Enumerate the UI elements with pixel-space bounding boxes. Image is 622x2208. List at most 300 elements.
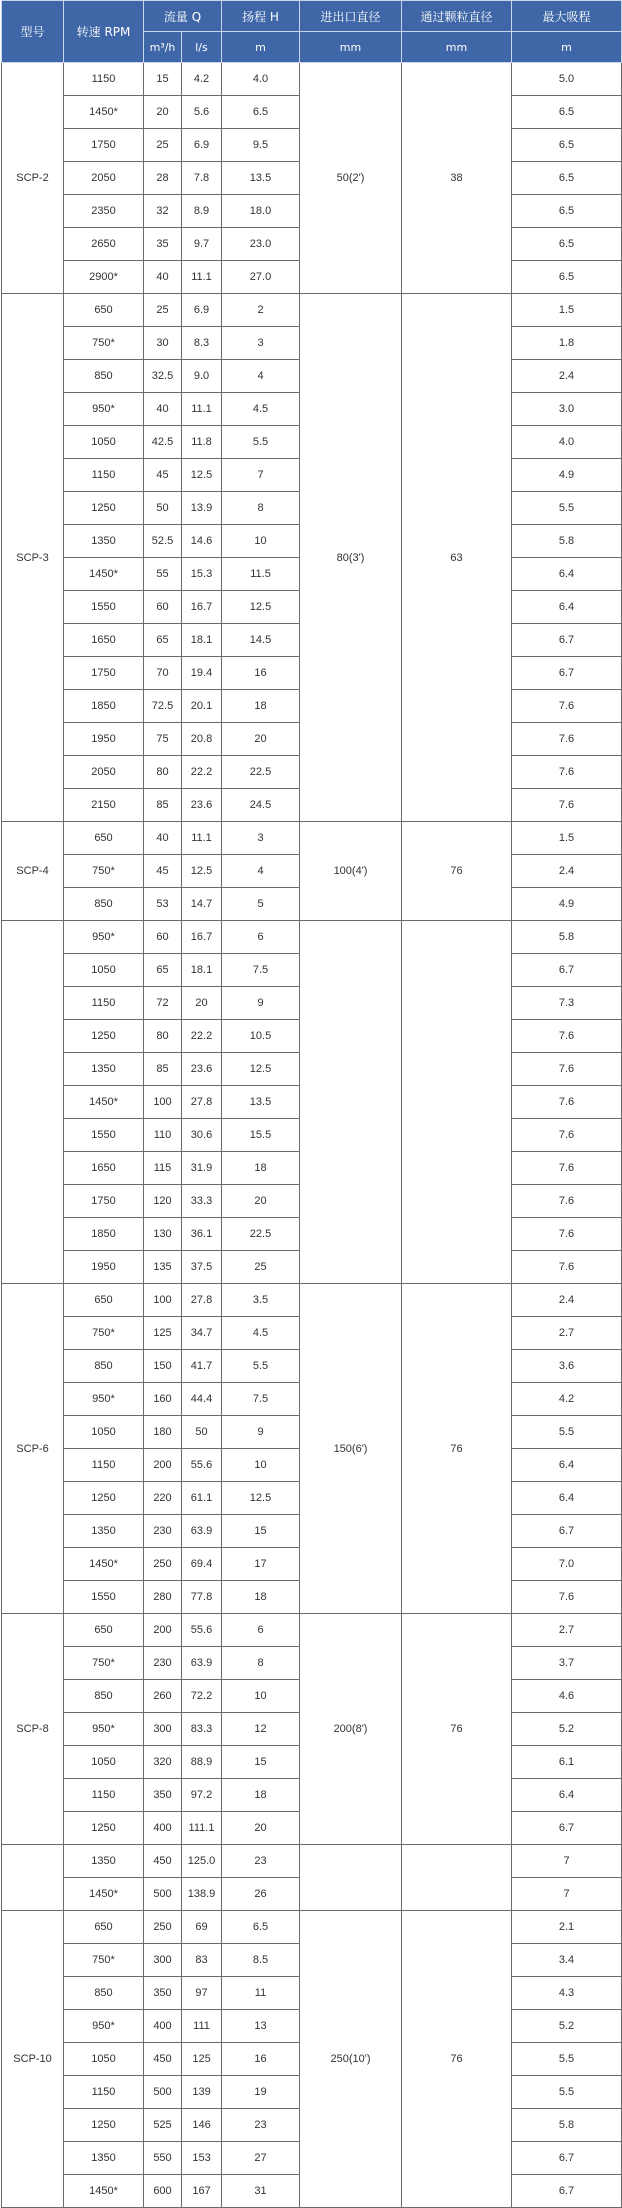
head-cell: 11 [222,1977,300,2010]
flow-ls-cell: 8.3 [182,327,222,360]
flow-m3h-cell: 65 [144,954,182,987]
flow-ls-cell: 14.7 [182,888,222,921]
model-cell [2,921,64,1284]
suction-cell: 5.8 [512,921,622,954]
flow-m3h-cell: 25 [144,129,182,162]
suction-cell: 7.6 [512,1251,622,1284]
inlet-diameter-cell: 250(10') [300,1911,402,2208]
rpm-cell: 950* [64,1713,144,1746]
flow-ls-cell: 77.8 [182,1581,222,1614]
head-cell: 20 [222,723,300,756]
flow-m3h-cell: 600 [144,2175,182,2208]
head-cell: 6 [222,1614,300,1647]
flow-ls-cell: 22.2 [182,1020,222,1053]
flow-m3h-cell: 72 [144,987,182,1020]
head-cell: 8.5 [222,1944,300,1977]
suction-cell: 7.6 [512,1185,622,1218]
flow-ls-cell: 125 [182,2043,222,2076]
rpm-cell: 1450* [64,96,144,129]
suction-cell: 2.7 [512,1317,622,1350]
rpm-cell: 1150 [64,63,144,96]
head-cell: 12.5 [222,1053,300,1086]
rpm-cell: 1450* [64,2175,144,2208]
flow-m3h-cell: 180 [144,1416,182,1449]
head-cell: 22.5 [222,1218,300,1251]
flow-ls-cell: 16.7 [182,591,222,624]
flow-m3h-cell: 32.5 [144,360,182,393]
flow-ls-cell: 15.3 [182,558,222,591]
head-cell: 14.5 [222,624,300,657]
flow-m3h-cell: 320 [144,1746,182,1779]
model-cell [2,1845,64,1911]
flow-ls-cell: 69 [182,1911,222,1944]
table-row [2,1284,622,1317]
unit-flow-ls: l/s [182,32,222,63]
head-cell: 19 [222,2076,300,2109]
suction-cell: 3.4 [512,1944,622,1977]
flow-ls-cell: 36.1 [182,1218,222,1251]
header-particle: 通过颗粒直径 [402,1,512,32]
head-cell: 13.5 [222,1086,300,1119]
flow-m3h-cell: 300 [144,1713,182,1746]
head-cell: 12.5 [222,591,300,624]
inlet-diameter-cell: 50(2') [300,63,402,294]
rpm-cell: 1650 [64,624,144,657]
flow-ls-cell: 27.8 [182,1086,222,1119]
suction-cell: 6.7 [512,624,622,657]
rpm-cell: 650 [64,1614,144,1647]
table-row [2,63,622,96]
head-cell: 20 [222,1812,300,1845]
flow-ls-cell: 61.1 [182,1482,222,1515]
suction-cell: 5.2 [512,1713,622,1746]
model-cell: SCP-4 [2,822,64,921]
flow-ls-cell: 72.2 [182,1680,222,1713]
suction-cell: 6.5 [512,96,622,129]
flow-m3h-cell: 35 [144,228,182,261]
flow-m3h-cell: 230 [144,1647,182,1680]
rpm-cell: 1150 [64,2076,144,2109]
flow-ls-cell: 11.1 [182,393,222,426]
rpm-cell: 1950 [64,723,144,756]
head-cell: 4 [222,855,300,888]
head-cell: 6.5 [222,96,300,129]
flow-m3h-cell: 250 [144,1911,182,1944]
rpm-cell: 750* [64,855,144,888]
suction-cell: 5.8 [512,2109,622,2142]
flow-m3h-cell: 60 [144,921,182,954]
flow-m3h-cell: 350 [144,1977,182,2010]
rpm-cell: 1250 [64,1812,144,1845]
suction-cell: 6.7 [512,1812,622,1845]
flow-ls-cell: 18.1 [182,624,222,657]
suction-cell: 6.5 [512,261,622,294]
rpm-cell: 1050 [64,954,144,987]
flow-m3h-cell: 550 [144,2142,182,2175]
suction-cell: 7.0 [512,1548,622,1581]
suction-cell: 7 [512,1878,622,1911]
flow-ls-cell: 11.1 [182,822,222,855]
rpm-cell: 1350 [64,1845,144,1878]
suction-cell: 7.6 [512,1581,622,1614]
flow-ls-cell: 23.6 [182,789,222,822]
suction-cell: 7.6 [512,723,622,756]
rpm-cell: 1650 [64,1152,144,1185]
inlet-diameter-cell: 150(6') [300,1284,402,1614]
head-cell: 2 [222,294,300,327]
rpm-cell: 950* [64,921,144,954]
flow-ls-cell: 146 [182,2109,222,2142]
rpm-cell: 1750 [64,657,144,690]
flow-m3h-cell: 200 [144,1449,182,1482]
head-cell: 16 [222,2043,300,2076]
flow-ls-cell: 153 [182,2142,222,2175]
rpm-cell: 1750 [64,1185,144,1218]
flow-m3h-cell: 53 [144,888,182,921]
suction-cell: 7.6 [512,789,622,822]
suction-cell: 2.7 [512,1614,622,1647]
flow-m3h-cell: 20 [144,96,182,129]
rpm-cell: 750* [64,1317,144,1350]
head-cell: 9.5 [222,129,300,162]
head-cell: 7 [222,459,300,492]
flow-m3h-cell: 300 [144,1944,182,1977]
rpm-cell: 1950 [64,1251,144,1284]
rpm-cell: 1850 [64,690,144,723]
head-cell: 15 [222,1746,300,1779]
flow-ls-cell: 23.6 [182,1053,222,1086]
flow-ls-cell: 139 [182,2076,222,2109]
flow-ls-cell: 12.5 [182,459,222,492]
flow-m3h-cell: 45 [144,459,182,492]
rpm-cell: 1250 [64,492,144,525]
head-cell: 12 [222,1713,300,1746]
rpm-cell: 950* [64,393,144,426]
table-row [2,822,622,855]
rpm-cell: 1750 [64,129,144,162]
flow-m3h-cell: 30 [144,327,182,360]
flow-m3h-cell: 32 [144,195,182,228]
flow-ls-cell: 33.3 [182,1185,222,1218]
head-cell: 6.5 [222,1911,300,1944]
head-cell: 4.5 [222,393,300,426]
rpm-cell: 1550 [64,1119,144,1152]
flow-m3h-cell: 400 [144,2010,182,2043]
head-cell: 7.5 [222,954,300,987]
flow-ls-cell: 9.0 [182,360,222,393]
flow-m3h-cell: 40 [144,261,182,294]
flow-m3h-cell: 260 [144,1680,182,1713]
header-inlet: 进出口直径 [300,1,402,32]
flow-ls-cell: 37.5 [182,1251,222,1284]
flow-ls-cell: 14.6 [182,525,222,558]
table-row [2,921,622,954]
flow-m3h-cell: 115 [144,1152,182,1185]
rpm-cell: 950* [64,2010,144,2043]
table-body [2,63,622,2208]
flow-ls-cell: 4.2 [182,63,222,96]
head-cell: 18 [222,1152,300,1185]
rpm-cell: 1850 [64,1218,144,1251]
rpm-cell: 1350 [64,1053,144,1086]
rpm-cell: 1350 [64,2142,144,2175]
particle-diameter-cell: 76 [402,1911,512,2208]
rpm-cell: 1450* [64,1878,144,1911]
rpm-cell: 2050 [64,162,144,195]
flow-m3h-cell: 280 [144,1581,182,1614]
flow-m3h-cell: 25 [144,294,182,327]
flow-m3h-cell: 200 [144,1614,182,1647]
head-cell: 23.0 [222,228,300,261]
flow-ls-cell: 83.3 [182,1713,222,1746]
suction-cell: 7.6 [512,690,622,723]
head-cell: 23 [222,2109,300,2142]
flow-m3h-cell: 100 [144,1086,182,1119]
suction-cell: 2.4 [512,360,622,393]
flow-m3h-cell: 220 [144,1482,182,1515]
rpm-cell: 650 [64,294,144,327]
rpm-cell: 1150 [64,987,144,1020]
rpm-cell: 650 [64,1284,144,1317]
suction-cell: 5.2 [512,2010,622,2043]
header-rpm: 转速 RPM [64,1,144,63]
rpm-cell: 1150 [64,1449,144,1482]
head-cell: 8 [222,492,300,525]
suction-cell: 7.6 [512,1086,622,1119]
head-cell: 10 [222,525,300,558]
suction-cell: 1.8 [512,327,622,360]
flow-ls-cell: 27.8 [182,1284,222,1317]
flow-m3h-cell: 130 [144,1218,182,1251]
rpm-cell: 850 [64,1680,144,1713]
flow-ls-cell: 11.8 [182,426,222,459]
rpm-cell: 1050 [64,1416,144,1449]
suction-cell: 2.4 [512,855,622,888]
flow-m3h-cell: 15 [144,63,182,96]
flow-ls-cell: 69.4 [182,1548,222,1581]
flow-ls-cell: 20.1 [182,690,222,723]
head-cell: 5.5 [222,426,300,459]
model-cell: SCP-2 [2,63,64,294]
particle-diameter-cell [402,921,512,1284]
model-cell: SCP-10 [2,1911,64,2208]
suction-cell: 7 [512,1845,622,1878]
head-cell: 11.5 [222,558,300,591]
suction-cell: 4.3 [512,1977,622,2010]
flow-ls-cell: 12.5 [182,855,222,888]
suction-cell: 7.3 [512,987,622,1020]
suction-cell: 3.0 [512,393,622,426]
model-cell: SCP-8 [2,1614,64,1845]
flow-m3h-cell: 80 [144,1020,182,1053]
suction-cell: 6.4 [512,1449,622,1482]
flow-m3h-cell: 400 [144,1812,182,1845]
flow-ls-cell: 11.1 [182,261,222,294]
flow-ls-cell: 8.9 [182,195,222,228]
flow-ls-cell: 41.7 [182,1350,222,1383]
flow-m3h-cell: 65 [144,624,182,657]
suction-cell: 1.5 [512,822,622,855]
flow-ls-cell: 19.4 [182,657,222,690]
head-cell: 4.0 [222,63,300,96]
head-cell: 15.5 [222,1119,300,1152]
head-cell: 13.5 [222,162,300,195]
suction-cell: 4.2 [512,1383,622,1416]
suction-cell: 2.1 [512,1911,622,1944]
inlet-diameter-cell: 100(4') [300,822,402,921]
rpm-cell: 2900* [64,261,144,294]
head-cell: 27.0 [222,261,300,294]
suction-cell: 4.0 [512,426,622,459]
header-model: 型号 [2,1,64,63]
suction-cell: 4.9 [512,888,622,921]
suction-cell: 4.9 [512,459,622,492]
suction-cell: 1.5 [512,294,622,327]
flow-m3h-cell: 72.5 [144,690,182,723]
suction-cell: 6.7 [512,1515,622,1548]
particle-diameter-cell: 76 [402,1614,512,1845]
suction-cell: 7.6 [512,1119,622,1152]
table-row [2,1845,622,1878]
suction-cell: 6.5 [512,162,622,195]
rpm-cell: 1250 [64,1020,144,1053]
head-cell: 27 [222,2142,300,2175]
head-cell: 3 [222,327,300,360]
flow-m3h-cell: 85 [144,1053,182,1086]
flow-ls-cell: 63.9 [182,1647,222,1680]
flow-ls-cell: 88.9 [182,1746,222,1779]
flow-m3h-cell: 500 [144,2076,182,2109]
particle-diameter-cell: 76 [402,1284,512,1614]
particle-diameter-cell: 63 [402,294,512,822]
head-cell: 18 [222,690,300,723]
head-cell: 10 [222,1680,300,1713]
flow-ls-cell: 30.6 [182,1119,222,1152]
suction-cell: 6.7 [512,657,622,690]
header-suction: 最大吸程 [512,1,622,32]
pump-spec-table [1,0,622,2208]
header-head: 扬程 H [222,1,300,32]
flow-m3h-cell: 70 [144,657,182,690]
flow-m3h-cell: 45 [144,855,182,888]
head-cell: 5.5 [222,1350,300,1383]
head-cell: 3 [222,822,300,855]
unit-suction: m [512,32,622,63]
flow-ls-cell: 50 [182,1416,222,1449]
flow-m3h-cell: 120 [144,1185,182,1218]
flow-ls-cell: 6.9 [182,294,222,327]
flow-ls-cell: 6.9 [182,129,222,162]
suction-cell: 5.5 [512,1416,622,1449]
flow-m3h-cell: 40 [144,822,182,855]
flow-m3h-cell: 350 [144,1779,182,1812]
suction-cell: 6.1 [512,1746,622,1779]
head-cell: 18 [222,1779,300,1812]
rpm-cell: 2050 [64,756,144,789]
unit-head: m [222,32,300,63]
rpm-cell: 1150 [64,1779,144,1812]
head-cell: 13 [222,2010,300,2043]
inlet-diameter-cell [300,1845,402,1911]
suction-cell: 5.5 [512,2043,622,2076]
rpm-cell: 1250 [64,2109,144,2142]
rpm-cell: 950* [64,1383,144,1416]
head-cell: 3.5 [222,1284,300,1317]
rpm-cell: 1350 [64,1515,144,1548]
flow-m3h-cell: 50 [144,492,182,525]
flow-ls-cell: 22.2 [182,756,222,789]
unit-particle: mm [402,32,512,63]
flow-m3h-cell: 52.5 [144,525,182,558]
rpm-cell: 1050 [64,2043,144,2076]
header-flow: 流量 Q [144,1,222,32]
inlet-diameter-cell: 200(8') [300,1614,402,1845]
head-cell: 18 [222,1581,300,1614]
flow-m3h-cell: 80 [144,756,182,789]
rpm-cell: 1150 [64,459,144,492]
head-cell: 4 [222,360,300,393]
head-cell: 5 [222,888,300,921]
head-cell: 8 [222,1647,300,1680]
suction-cell: 7.6 [512,1218,622,1251]
rpm-cell: 2350 [64,195,144,228]
head-cell: 16 [222,657,300,690]
head-cell: 25 [222,1251,300,1284]
rpm-cell: 650 [64,822,144,855]
suction-cell: 6.5 [512,129,622,162]
flow-ls-cell: 83 [182,1944,222,1977]
head-cell: 10 [222,1449,300,1482]
suction-cell: 6.5 [512,195,622,228]
flow-ls-cell: 111 [182,2010,222,2043]
flow-ls-cell: 97.2 [182,1779,222,1812]
suction-cell: 6.4 [512,1482,622,1515]
head-cell: 10.5 [222,1020,300,1053]
suction-cell: 7.6 [512,756,622,789]
unit-inlet: mm [300,32,402,63]
flow-m3h-cell: 135 [144,1251,182,1284]
suction-cell: 5.5 [512,492,622,525]
flow-m3h-cell: 125 [144,1317,182,1350]
rpm-cell: 1450* [64,558,144,591]
head-cell: 26 [222,1878,300,1911]
flow-ls-cell: 97 [182,1977,222,2010]
rpm-cell: 1050 [64,426,144,459]
suction-cell: 3.6 [512,1350,622,1383]
flow-m3h-cell: 450 [144,2043,182,2076]
suction-cell: 6.7 [512,954,622,987]
head-cell: 23 [222,1845,300,1878]
flow-ls-cell: 18.1 [182,954,222,987]
rpm-cell: 2150 [64,789,144,822]
flow-ls-cell: 9.7 [182,228,222,261]
flow-m3h-cell: 450 [144,1845,182,1878]
table-row [2,1911,622,1944]
flow-m3h-cell: 160 [144,1383,182,1416]
head-cell: 15 [222,1515,300,1548]
flow-ls-cell: 125.0 [182,1845,222,1878]
rpm-cell: 750* [64,327,144,360]
head-cell: 24.5 [222,789,300,822]
head-cell: 18.0 [222,195,300,228]
head-cell: 7.5 [222,1383,300,1416]
particle-diameter-cell [402,1845,512,1911]
rpm-cell: 850 [64,1977,144,2010]
rpm-cell: 850 [64,1350,144,1383]
flow-ls-cell: 44.4 [182,1383,222,1416]
suction-cell: 6.7 [512,2142,622,2175]
unit-flow-m3h: m³/h [144,32,182,63]
